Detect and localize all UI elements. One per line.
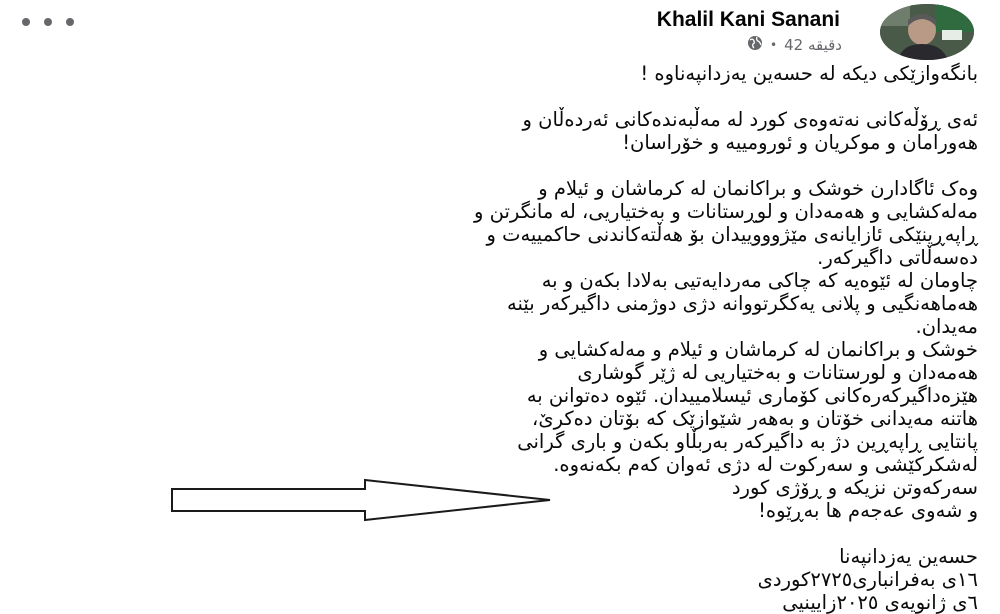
post-paragraph-intro: بانگەوازێکی دیکە لە حسەین یەزدانپەناوە ! bbox=[640, 62, 978, 85]
avatar[interactable] bbox=[880, 4, 974, 60]
post-meta bbox=[747, 34, 842, 56]
post-body bbox=[18, 62, 978, 614]
author-name[interactable]: Khalil Kani Sanani bbox=[656, 8, 840, 31]
more-options-button[interactable] bbox=[22, 10, 74, 34]
more-dots-icon bbox=[22, 18, 30, 26]
meta-separator: • bbox=[770, 38, 778, 52]
globe-icon bbox=[747, 35, 763, 55]
paragraph-gap bbox=[18, 154, 978, 177]
post-paragraph-address: ئەی ڕۆڵەکانی نەتەوەی کورد لە مەڵبەندەکانی ئەردەڵان و هەورامان و موکریان و ئورومییە و خۆراسان! bbox=[522, 108, 978, 154]
more-dot bbox=[44, 18, 52, 26]
post-paragraph-signature: حسەین یەزدانپەنا ١٦ی بەفرانباری٢٧٢٥کوردی ٦ی ژانویەی ٢٠٢٥زایینیی bbox=[757, 545, 978, 614]
paragraph-gap bbox=[18, 85, 978, 108]
post-paragraph-main: وەک ئاگادارن خوشک و براکانمان لە کرماشان و ئیلام و مەلەکشایی و هەمەدان و لوڕستانات و بەختیاریی، لە مانگرتن و ڕاپەڕینێکی ئازایانەی مێژوووییدان بۆ هەڵتەکاندنی حاکمییەت و دەسەڵاتی داگیرکەر. چاومان لە ئێوەیە کە چاکی مەردایەتیی بەلادا بکەن و بە هەماهەنگیی و پلانی یەکگرتووانە دژی دوژمنی داگیرکەر بێنە مەیدان. خوشک و براکانمان لە کرماشان و ئیلام و مەلەکشایی و هەمەدان و لورستانات و بەختیاریی لە ژێر گوشاری هێزەداگیرکەرەکانی کۆماری ئیسلامییدان. ئێوە دەتوانن بە هاتنە مەیدانی خۆتان و بەهەر شێوازێک کە بۆتان دەکرێ، پانتایی ڕاپەڕین دژ بە داگیرکەر بەربڵاو بکەن و باری گرانی لەشکرکێشی و سەرکوت لە دژی ئەوان کەم بکەنەوە. سەرکەوتن نزیکە و ڕۆژی کورد و شەوی عەجەم ها بەڕێوە! bbox=[474, 177, 978, 522]
more-dot bbox=[66, 18, 74, 26]
outline-arrow-right-icon bbox=[170, 478, 555, 526]
post-time[interactable]: 42 دقیقە bbox=[784, 36, 842, 54]
